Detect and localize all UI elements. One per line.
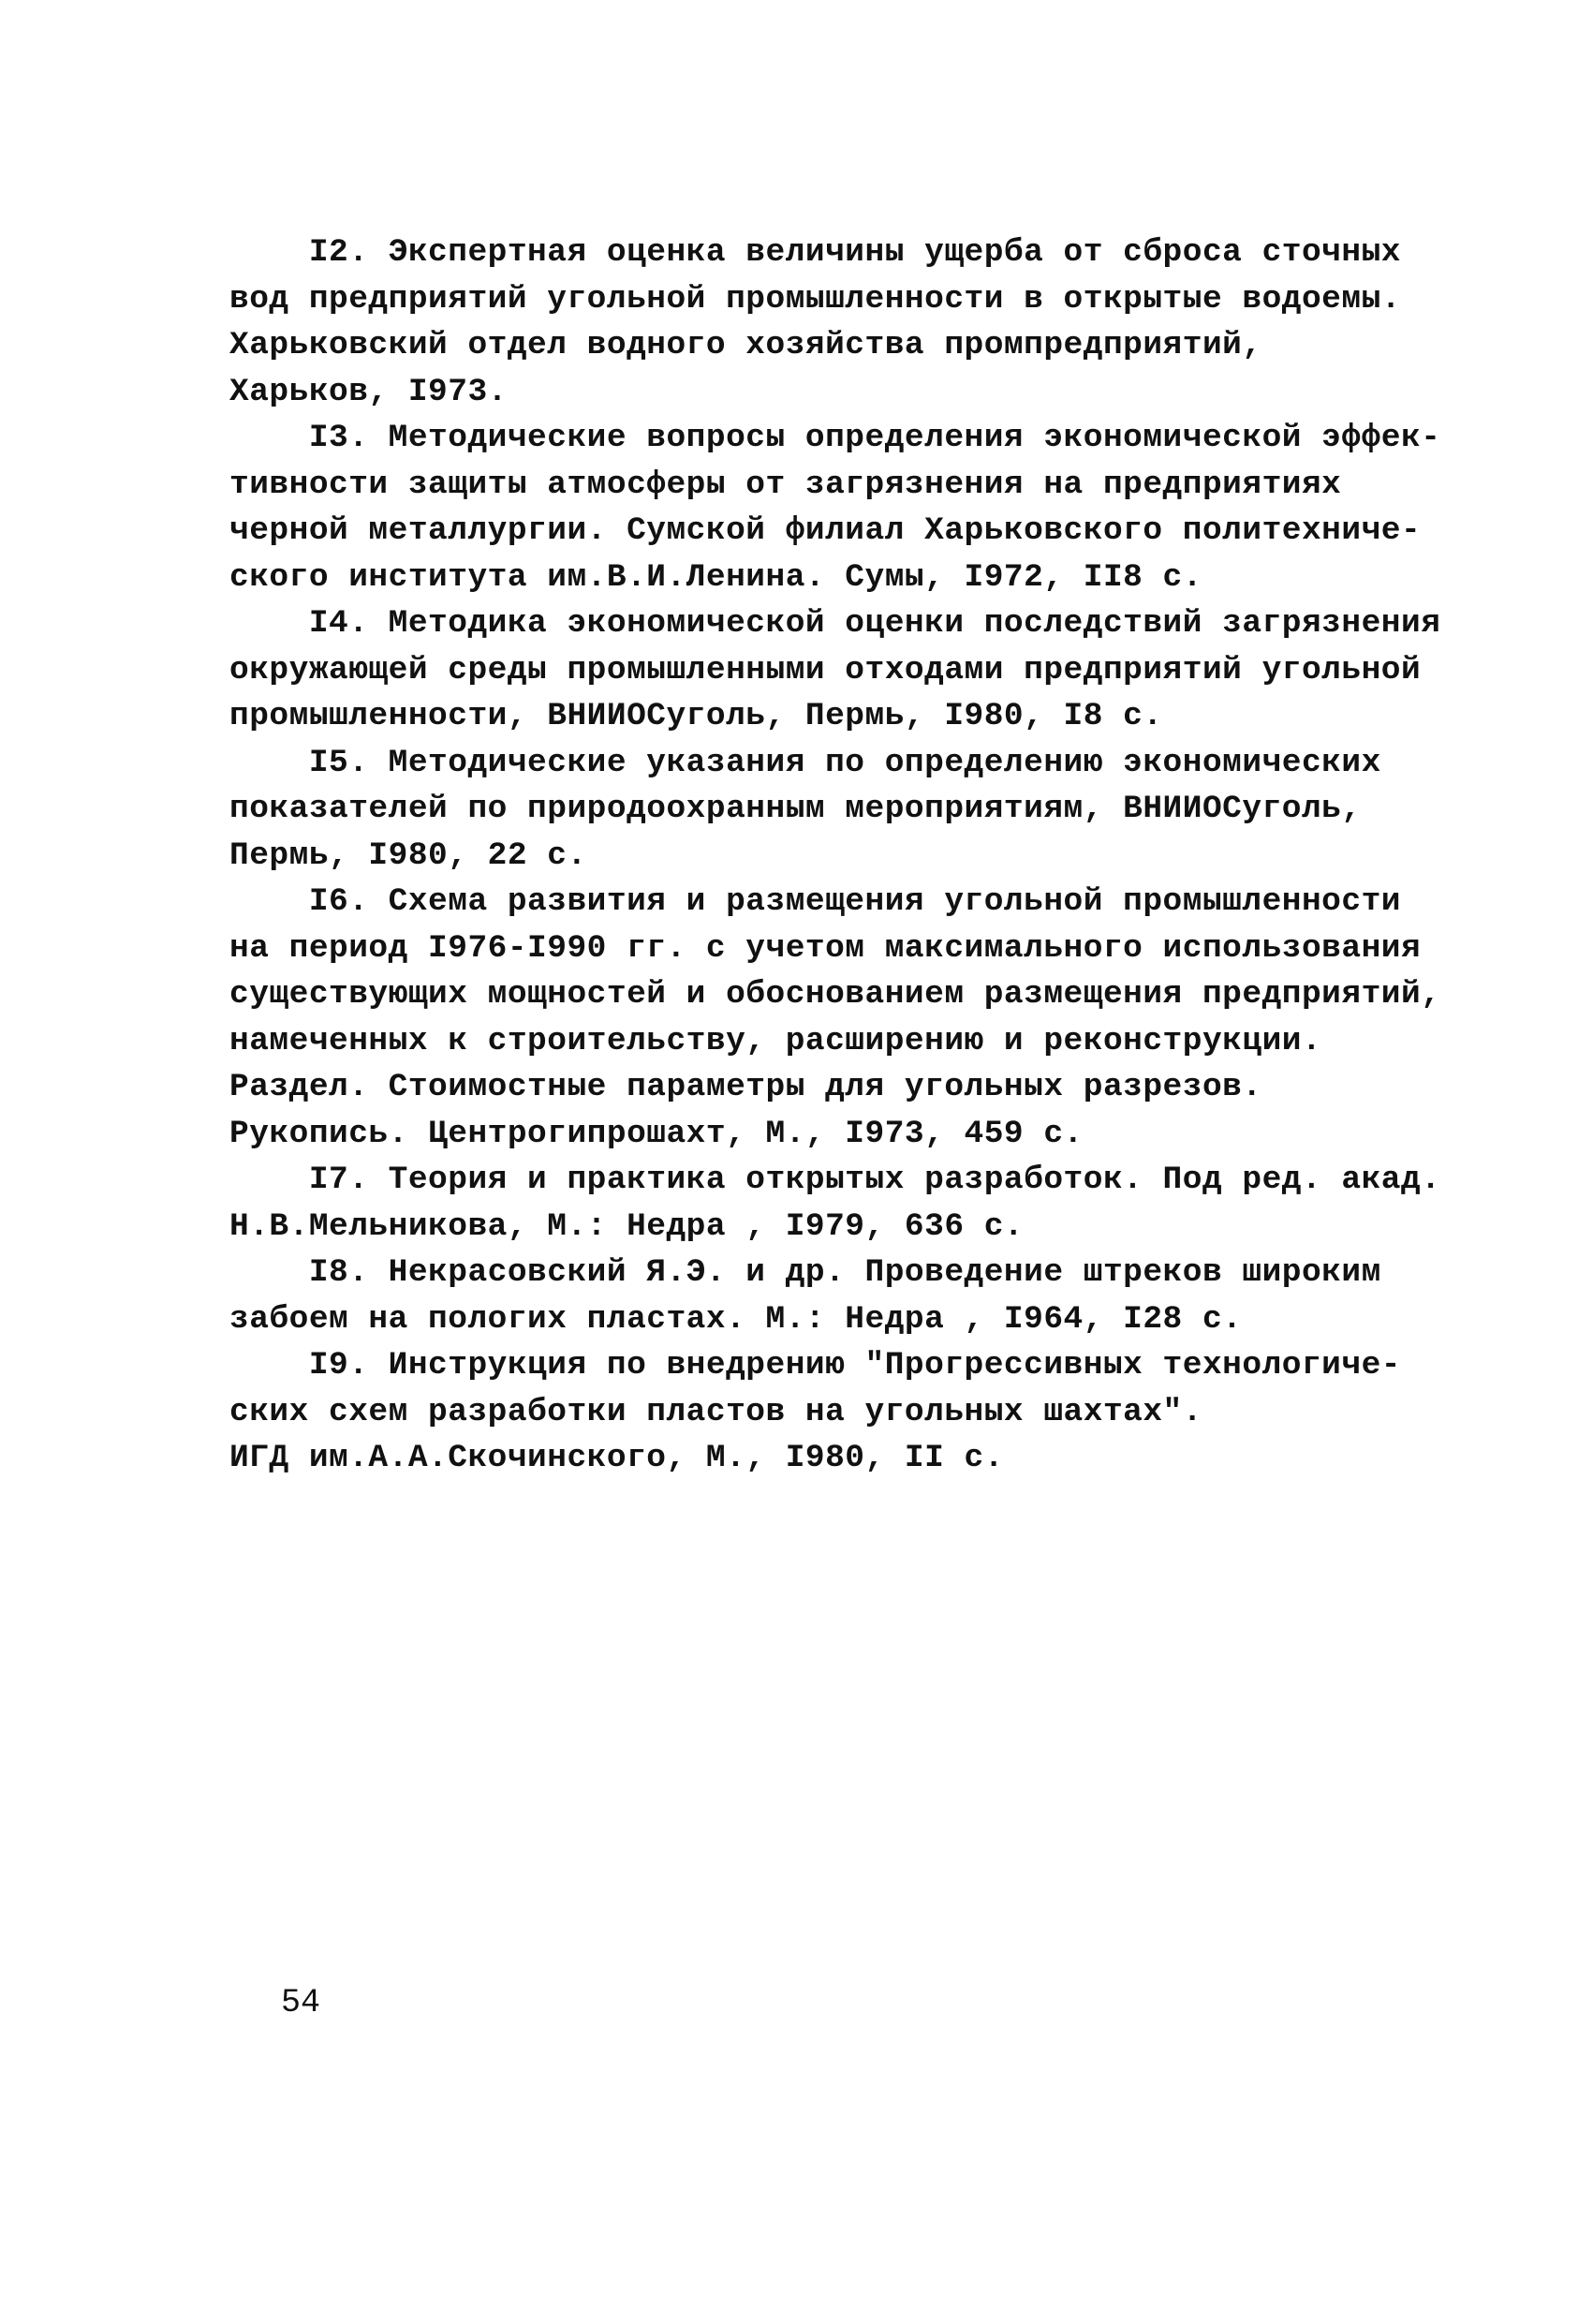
reference-line: I6. Схема развития и размещения угольной промышленности (229, 883, 1401, 920)
reference-line: вод предприятий угольной промышленности в открытые водоемы. (229, 280, 1401, 318)
reference-line: Харьковский отдел водного хозяйства промпредприятий, (229, 327, 1262, 363)
reference-line: ского института им.В.И.Ленина. Сумы, I972, II8 с. (229, 558, 1202, 596)
reference-line: показателей по природоохранным мероприятиям, ВНИИОСуголь, (229, 791, 1362, 827)
reference-line: на период I976-I990 гг. с учетом максимального использования (229, 929, 1422, 967)
reference-line: Н.В.Мельникова, М.: Недра , I979, 636 с. (229, 1207, 1025, 1245)
reference-line: промышленности, ВНИИОСуголь, Пермь, I980, I8 с. (229, 698, 1163, 734)
reference-entry-12 (229, 229, 1401, 415)
reference-line: ских схем разработки пластов на угольных шахтах". (229, 1393, 1202, 1430)
reference-entry-13 (229, 415, 1441, 600)
reference-line: Рукопись. Центрогипрошахт, М., I973, 459 с. (229, 1115, 1084, 1152)
reference-line: I7. Теория и практика открытых разработок. Под ред. акад. (229, 1162, 1441, 1198)
reference-line: черной металлургии. Сумской филиал Харьковского политехниче- (229, 512, 1422, 549)
reference-entry-17 (229, 1157, 1441, 1250)
reference-entry-18 (229, 1250, 1391, 1342)
reference-line: тивности защиты атмосферы от загрязнения на предприятиях (229, 466, 1342, 503)
reference-line: I2. Экспертная оценка величины ущерба от сброса сточных (229, 234, 1401, 271)
reference-entry-15 (229, 740, 1391, 880)
reference-line: Раздел. Стоимостные параметры для угольных разрезов. (229, 1069, 1262, 1105)
reference-line: существующих мощностей и обоснованием размещения предприятий, (229, 976, 1441, 1013)
reference-line: I9. Инструкция по внедрению "Прогрессивных технологиче- (229, 1347, 1401, 1384)
reference-line: I5. Методические указания по определению экономических (229, 744, 1381, 781)
reference-line: Пермь, I980, 22 с. (229, 836, 587, 874)
reference-line: ИГД им.А.А.Скочинского, М., I980, II с. (229, 1440, 1004, 1476)
reference-line: Харьков, I973. (229, 373, 508, 410)
reference-line: I8. Некрасовский Я.Э. и др. Проведение штреков широким (229, 1254, 1381, 1291)
reference-entry-16 (229, 879, 1441, 1157)
reference-line: забоем на пологих пластах. М.: Недра , I964, I28 с. (229, 1300, 1243, 1338)
reference-entry-14 (229, 600, 1441, 740)
page-number: 54 (281, 1984, 321, 2021)
reference-line: I3. Методические вопросы определения экономической эффек- (229, 420, 1441, 456)
reference-line: намеченных к строительству, расширению и реконструкции. (229, 1022, 1322, 1059)
reference-line: окружающей среды промышленными отходами предприятий угольной (229, 651, 1422, 688)
reference-line: I4. Методика экономической оценки последствий загрязнения (229, 605, 1441, 642)
reference-entry-19 (229, 1342, 1401, 1482)
references-list (229, 229, 1441, 1482)
